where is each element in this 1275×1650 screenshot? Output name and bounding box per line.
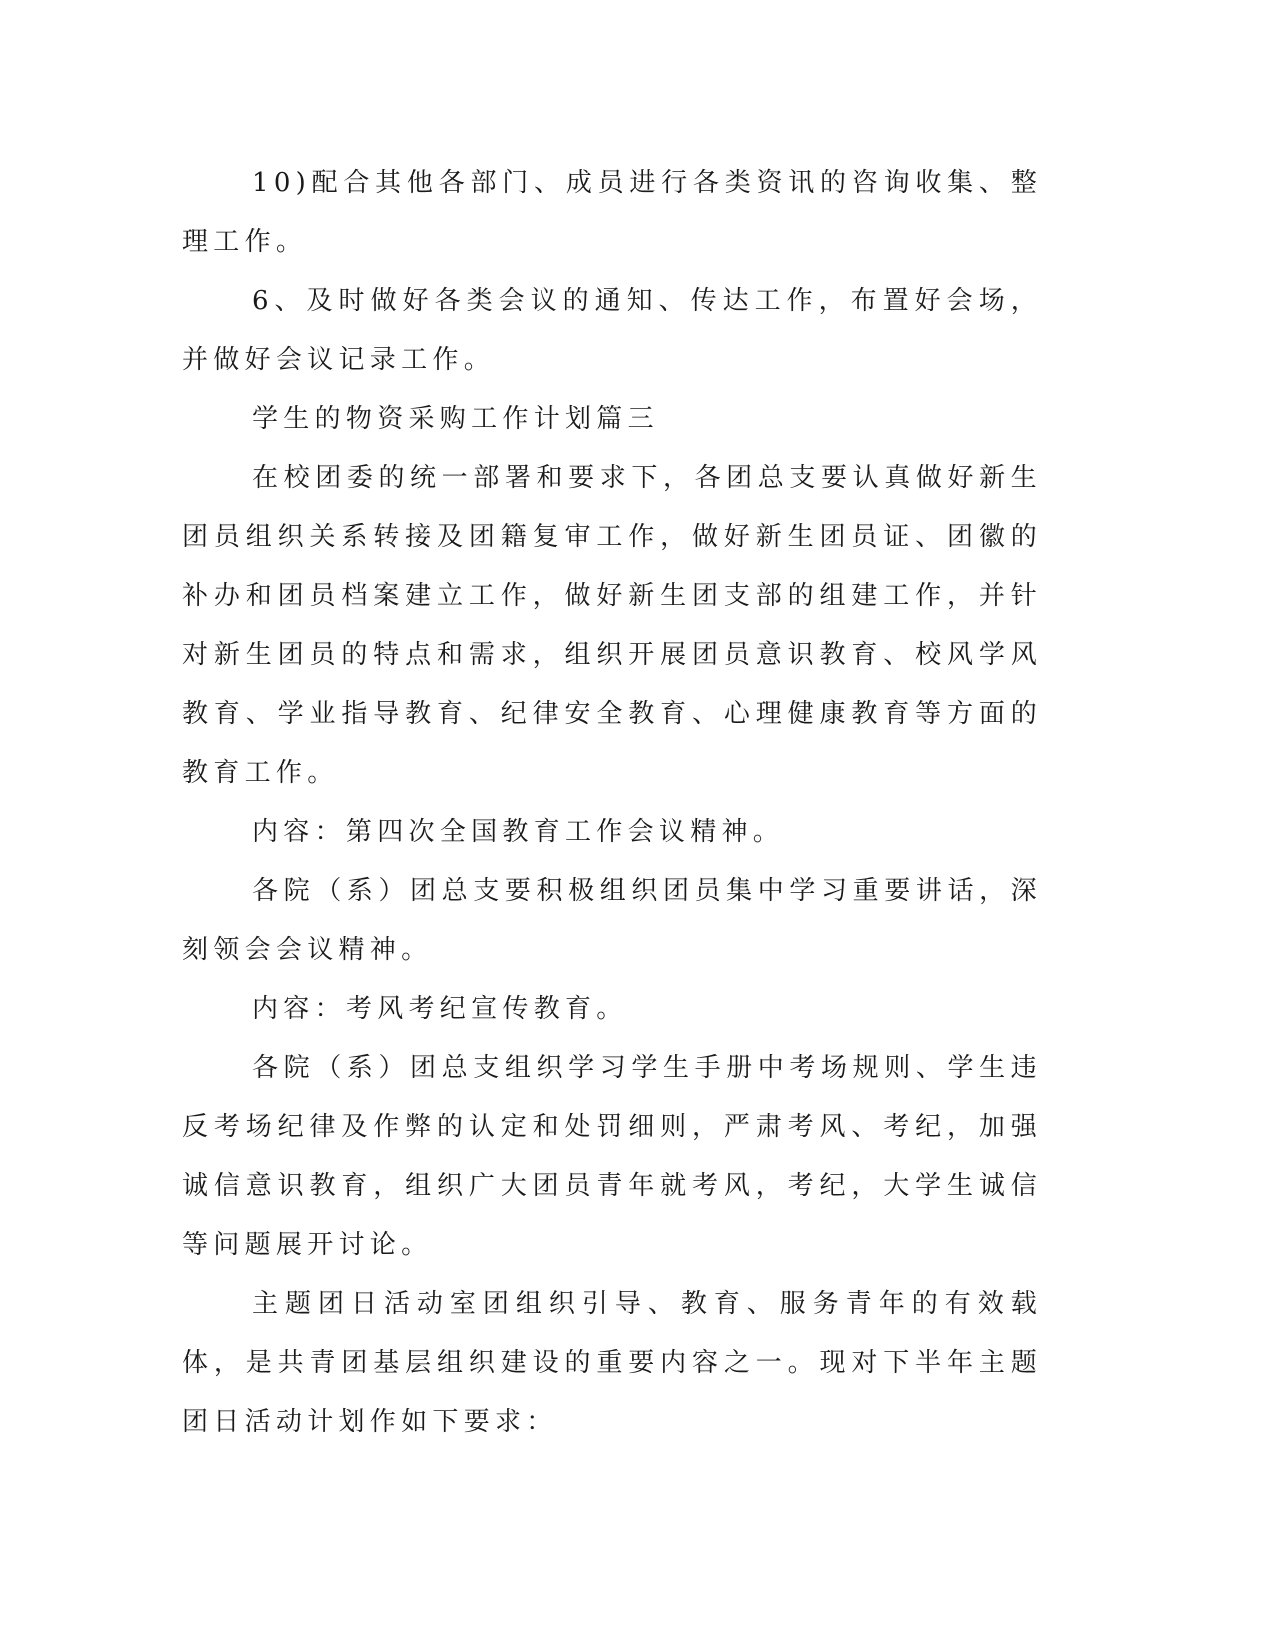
- paragraph-exam-rules: 各院（系）团总支组织学习学生手册中考场规则、学生违反考场纪律及作弊的认定和处罚细则，严肃考风、考纪，加强诚信意识教育，组织广大团员青年就考风，考纪，大学生诚信等问题展开讨论。: [182, 1053, 1042, 1260]
- paragraph-theme-activity: 主题团日活动室团组织引导、教育、服务青年的有效载体，是共青团基层组织建设的重要内容之一。现对下半年主题团日活动计划作如下要求：: [182, 1289, 1042, 1437]
- paragraph-new-members: 在校团委的统一部署和要求下，各团总支要认真做好新生团员组织关系转接及团籍复审工作，做好新生团员证、团徽的补办和团员档案建立工作，做好新生团支部的组建工作，并针对新生团员的特点和需求，组织开展团员意识教育、校风学风教育、学业指导教育、纪律安全教育、心理健康教育等方面的教育工作。: [182, 463, 1042, 788]
- paragraph-study-speech: 各院（系）团总支要积极组织团员集中学习重要讲话，深刻领会会议精神。: [182, 876, 1042, 965]
- paragraph-content-conference: 内容：第四次全国教育工作会议精神。: [252, 817, 785, 847]
- document-body: [182, 154, 1042, 1452]
- paragraph-item-6: 6、及时做好各类会议的通知、传达工作，布置好会场，并做好会议记录工作。: [182, 286, 1042, 375]
- section-heading: 学生的物资采购工作计划篇三: [252, 404, 659, 434]
- paragraph-content-exam: 内容：考风考纪宣传教育。: [252, 994, 628, 1024]
- paragraph-item-10: 10)配合其他各部门、成员进行各类资讯的咨询收集、整理工作。: [182, 168, 1042, 257]
